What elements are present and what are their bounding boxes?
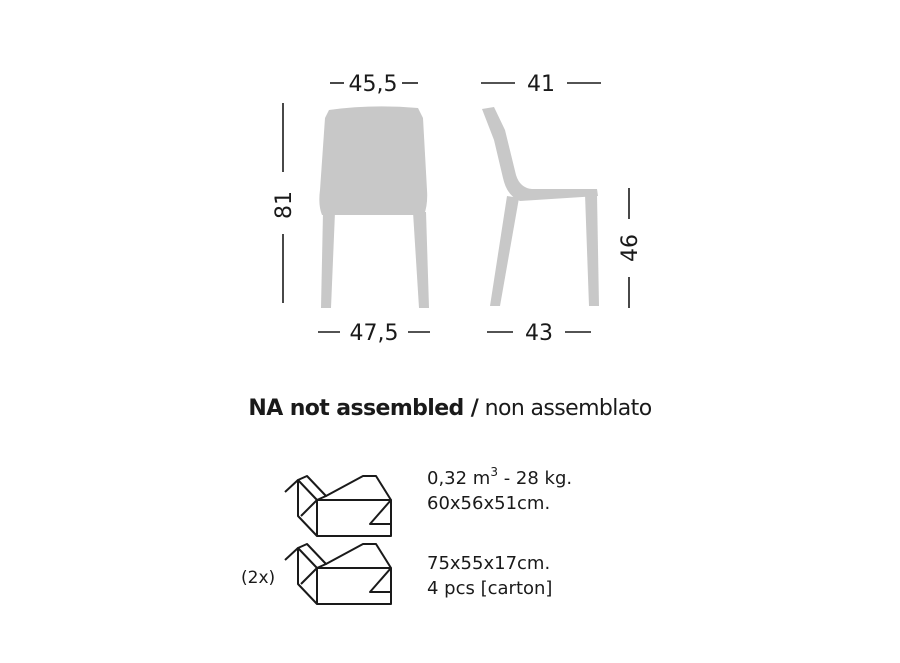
dim-side-top-depth: 41	[527, 72, 555, 97]
dim-front-height: 81	[272, 191, 297, 219]
assembly-code: NA not assembled /	[248, 396, 479, 421]
dim-side-bottom-depth: 43	[525, 321, 553, 346]
package-size: 60x56x51cm.	[427, 493, 551, 514]
chair-front-backrest	[319, 106, 427, 215]
box-icon	[285, 544, 391, 604]
chair-side-front-leg	[490, 196, 519, 306]
dim-seat-height: 46	[618, 234, 643, 262]
assembly-note	[0, 396, 900, 421]
package-info-1	[427, 466, 572, 516]
chair-side-view	[482, 107, 599, 306]
dim-front-top-width: 45,5	[348, 72, 398, 97]
chair-front-view	[319, 106, 429, 308]
package-size: 75x55x17cm.	[427, 553, 551, 574]
package-volume-weight: 0,32 $m^3 - 28$ kg.	[427, 465, 573, 489]
chair-side-shell	[482, 107, 598, 201]
chair-front-left-leg	[321, 212, 335, 308]
package-quantity: (2x)	[241, 568, 276, 588]
box-icon	[285, 476, 391, 536]
assembly-italian: non assemblato	[478, 396, 652, 421]
chair-front-right-leg	[413, 212, 429, 308]
package-info-2	[427, 551, 552, 601]
package-pieces: 4 pcs [carton]	[427, 578, 553, 599]
chair-side-back-leg	[585, 194, 599, 306]
dim-front-bottom-width: 47,5	[349, 321, 399, 346]
